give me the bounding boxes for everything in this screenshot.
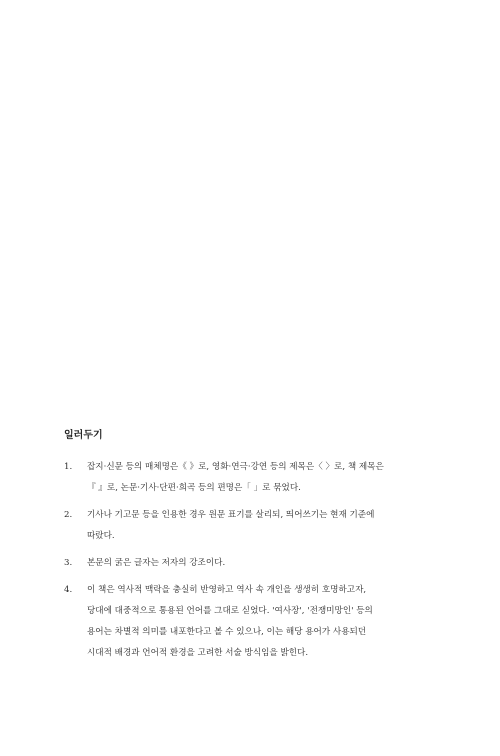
note-text: 기사나 기고문 등을 인용한 경우 원문 표기를 살리되, 띄어쓰기는 현재 기준에 따랐다. bbox=[87, 510, 375, 541]
note-item-3 bbox=[64, 553, 386, 574]
note-item-2 bbox=[64, 505, 386, 547]
note-number: 4. bbox=[64, 585, 73, 595]
note-number: 1. bbox=[64, 462, 73, 472]
note-number: 2. bbox=[64, 510, 73, 520]
note-text: 본문의 굵은 글자는 저자의 강조이다. bbox=[87, 558, 226, 568]
note-text: 이 책은 역사적 맥락을 충실히 반영하고 역사 속 개인을 생생히 호명하고자, 당대에 대중적으로 통용된 언어를 그대로 싣었다. '여사장', '전쟁미망인' 등의 용어는 차별적 의미를 내포한다고 볼 수 있으나, 이는 해당 용어가 사용되던 시대적 배경과 언어적 환경을 고려한 서술 방식임을 밝힌다. bbox=[87, 585, 373, 658]
note-number: 3. bbox=[64, 558, 73, 568]
note-text: 잡지·신문 등의 매체명은《 》로, 영화·연극·강연 등의 제목은〈 〉로, 책 제목은『 』로, 논문·기사·단편·희곡 등의 편명은「 」로 묶었다. bbox=[87, 462, 384, 493]
note-item-4 bbox=[64, 580, 386, 664]
notes-list bbox=[64, 457, 386, 664]
note-item-1 bbox=[64, 457, 386, 499]
notes-title: 일러두기 bbox=[64, 430, 103, 441]
notes-section bbox=[64, 429, 386, 670]
